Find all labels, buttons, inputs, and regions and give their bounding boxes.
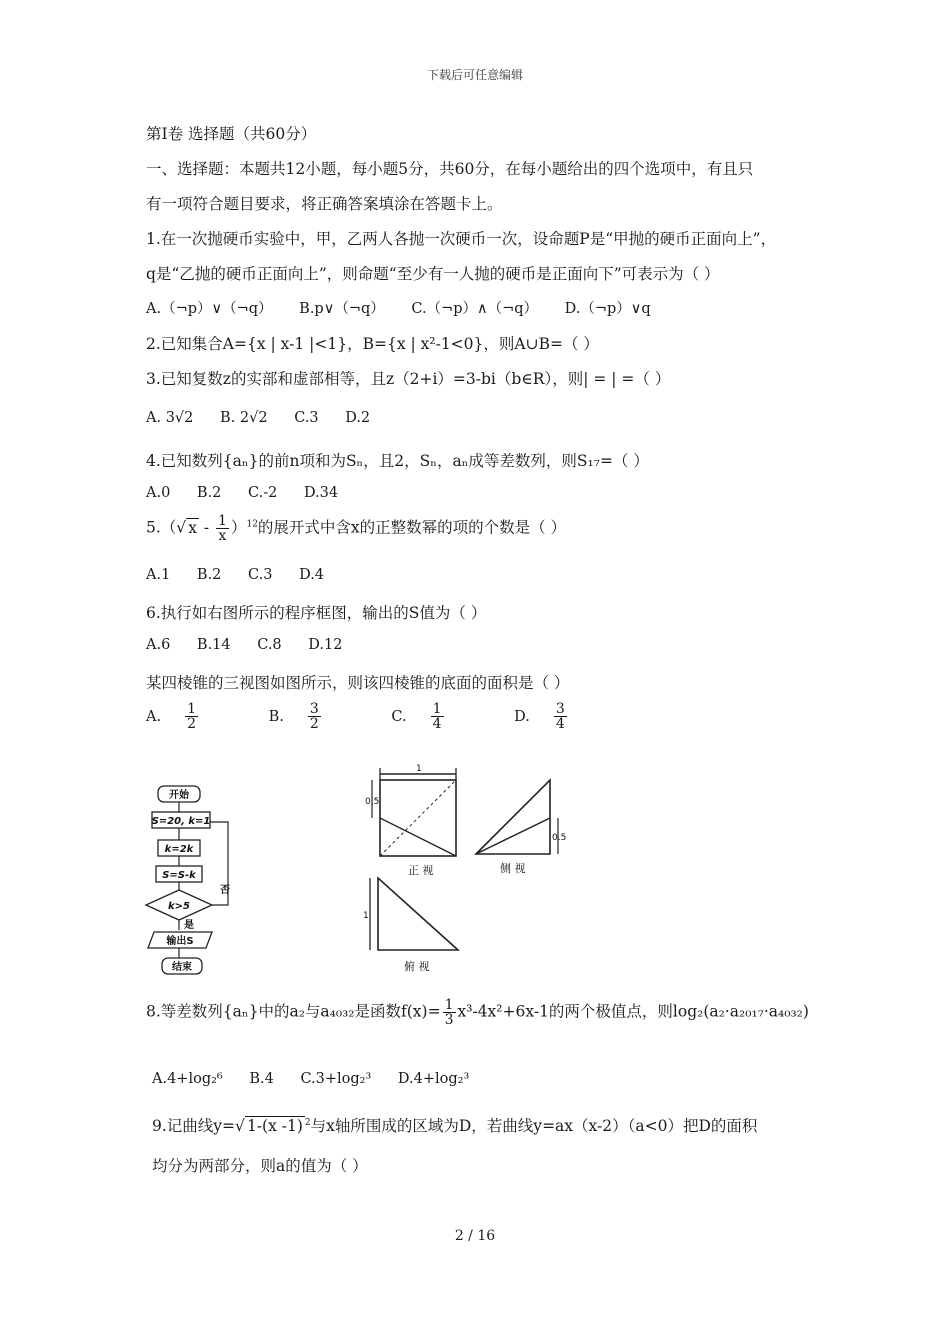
q9-sqrt-symbol: √ (235, 1117, 245, 1135)
q1-option-c: C.（¬p）∧（¬q） (411, 301, 539, 317)
q1-stem-1: 1.在一次抛硬币实验中，甲，乙两人各抛一次硬币一次，设命题P是“甲抛的硬币正面向上”， (146, 230, 777, 248)
q9-suffix: 与x轴所围成的区域为D，若曲线y=ax（x-2）（a<0）把D的面积 (310, 1117, 758, 1135)
front-view (365, 764, 456, 877)
q8-option-d: D.4+log₂³ (397, 1071, 470, 1087)
q1-stem-2: q是“乙抛的硬币正面向上”，则命题“至少有一人抛的硬币是正面向下”可表示为（ ） (146, 265, 720, 283)
q5-exponent: 12 (246, 519, 258, 530)
q7-option-c: C. $\frac{1}{4}$ (391, 701, 442, 732)
front-diagonal-dashed (380, 780, 456, 856)
q8-prefix: 8.等差数列{aₙ}中的a₂与a₄₀₃₂是函数f(x)= (146, 1002, 441, 1021)
q8-suffix: x³-4x²+6x-1的两个极值点，则log₂(a₂·a₂₀₁₇·a₄₀₃₂) (457, 1002, 809, 1021)
q6-option-a: A.6 (146, 637, 171, 653)
flow-init-text: S=20, k=1 (151, 816, 211, 827)
q6-option-b: B.14 (196, 637, 231, 653)
flow-no-label: 否 (220, 885, 230, 896)
side-triangle (476, 780, 550, 854)
q7-options (146, 702, 633, 731)
q6-options (146, 637, 364, 653)
q4-option-c: C.-2 (248, 485, 278, 501)
flowchart (146, 786, 230, 974)
side-dim-05: 0.5 (552, 833, 567, 843)
q9-square: 2 (304, 1117, 311, 1128)
q8-fraction-denominator: 3 (444, 1012, 454, 1028)
flow-end-text: 结束 (172, 962, 192, 973)
front-top-dim: 1 (416, 764, 422, 774)
q9-stem-1 (152, 1114, 757, 1136)
q5-fraction (216, 514, 229, 543)
q5-fraction-numerator: 1 (218, 513, 227, 529)
page-header: 下载后可任意编辑 (426, 68, 523, 82)
q9-stem-2: 均分为两部分，则a的值为（ ） (152, 1157, 368, 1175)
q5-option-a: A.1 (146, 567, 171, 583)
q4-option-a: A.0 (146, 485, 171, 501)
flow-start-text: 开始 (169, 790, 189, 801)
top-dim-1: 1 (363, 911, 369, 921)
flow-output-text: 输出S (166, 936, 194, 947)
q7-option-b: B. $\frac{3}{2}$ (268, 701, 319, 732)
q3-options (146, 410, 392, 426)
q5-minus: - (198, 518, 215, 537)
q8-options (152, 1071, 491, 1087)
q7-option-d: D. $\frac{3}{4}$ (514, 701, 565, 732)
q5-fraction-denominator: x (218, 528, 227, 544)
q3-option-d: D.2 (345, 410, 371, 426)
q5-option-d: D.4 (299, 567, 325, 583)
q5-stem: 5.（√ x - $\frac{1}{x}$ ）$^{12}$的展开式中含x的正整数幂的项的个数是（ ） (146, 513, 567, 544)
flow-condition-text: k>5 (168, 901, 190, 912)
q7-stem: 某四棱锥的三视图如图所示，则该四棱锥的底面的面积是（ ） (146, 674, 570, 692)
q4-option-d: D.34 (303, 485, 339, 501)
q3-option-a: A. 3√2 (146, 410, 194, 426)
q5-prefix: 5.（ (146, 518, 177, 537)
q1-option-a: A.（¬p）∨（¬q） (146, 301, 273, 317)
front-solid-line (380, 818, 456, 856)
side-view-label: 侧 视 (500, 862, 526, 875)
q8-fraction (443, 998, 456, 1027)
q7-option-a: A. $\frac{1}{2}$ (146, 701, 197, 732)
q9-radicand: 1-(x -1) (246, 1117, 303, 1135)
front-view-label: 正 视 (408, 864, 434, 877)
q5-option-c: C.3 (248, 567, 273, 583)
q5-option-b: B.2 (196, 567, 222, 583)
q5-sqrt-symbol: √ (176, 518, 187, 537)
side-inner-line (476, 818, 550, 854)
q8-option-a: A.4+log₂⁶ (152, 1071, 223, 1087)
q5-options (146, 567, 346, 583)
q9-prefix: 9.记曲线y= (152, 1117, 236, 1135)
side-view (476, 780, 566, 875)
flow-step1-text: k=2k (164, 844, 194, 855)
flow-step2-text: S=S-k (162, 870, 196, 881)
page-footer: 2 / 16 (454, 1228, 496, 1244)
section-title: 第Ⅰ卷 选择题（共60分） (146, 125, 317, 143)
q4-stem: 4.已知数列{aₙ}的前n项和为Sₙ，且2，Sₙ，aₙ成等差数列，则S₁₇=（ ） (146, 452, 649, 470)
figure-flowchart-and-views (140, 760, 567, 980)
q8-fraction-numerator: 1 (444, 997, 454, 1013)
q8-option-b: B.4 (249, 1071, 274, 1087)
q3-option-b: B. 2√2 (220, 410, 268, 426)
q1-options (146, 297, 673, 318)
front-dim-05: 0.5 (365, 797, 380, 807)
q4-options (146, 485, 360, 501)
q6-option-d: D.12 (308, 637, 343, 653)
q8-option-c: C.3+log₂³ (300, 1071, 372, 1087)
q6-option-c: C.8 (257, 637, 282, 653)
q5-suffix: 的展开式中含x的正整数幂的项的个数是（ ） (257, 518, 567, 537)
q2-stem: 2.已知集合A={x | x-1 |<1}，B={x | x²-1<0}，则A∪B=（ ） (146, 335, 599, 353)
q8-stem (146, 998, 809, 1027)
flow-yes-label: 是 (184, 920, 194, 931)
q1-option-b: B.p∨（¬q） (299, 301, 385, 317)
q3-option-c: C.3 (294, 410, 319, 426)
q1-option-d: D.（¬p）∨q (564, 301, 651, 317)
intro-line-1: 一、选择题：本题共12小题，每小题5分，共60分，在每小题给出的四个选项中，有且只 (146, 160, 754, 178)
q4-option-b: B.2 (196, 485, 222, 501)
q5-radicand: x (188, 518, 197, 537)
q6-stem: 6.执行如右图所示的程序框图，输出的S值为（ ） (146, 604, 487, 622)
top-view-label: 俯 视 (404, 960, 430, 973)
top-triangle (378, 878, 458, 950)
q3-stem: 3.已知复数z的实部和虚部相等，且z（2+i）=3-bi（b∈R），则| = | =（ ） (146, 370, 671, 388)
top-view (363, 878, 458, 973)
intro-line-2: 有一项符合题目要求，将正确答案填涂在答题卡上。 (146, 195, 503, 213)
